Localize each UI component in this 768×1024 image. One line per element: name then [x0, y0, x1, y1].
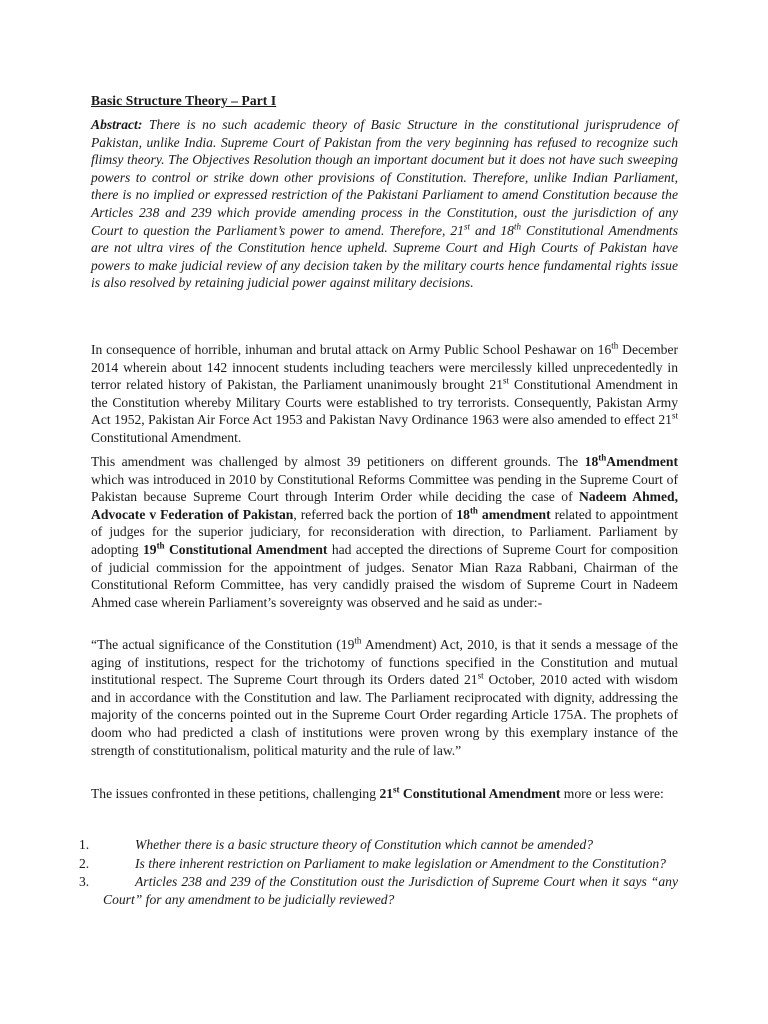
text-run: This amendment was challenged by almost 39 petitioners on different grounds. The — [91, 454, 585, 469]
list-number: 3. — [79, 874, 90, 890]
bold-run: 18 — [584, 454, 599, 469]
list-item — [79, 873, 678, 908]
paragraph-consequence — [91, 341, 678, 447]
ordinal-sup: th — [469, 505, 478, 516]
bold-ref — [379, 786, 560, 801]
bold-ref — [585, 454, 678, 469]
bold-ref — [143, 542, 327, 557]
bold-run: Constitutional Amendment — [164, 541, 328, 557]
abstract-text: and 18 — [469, 222, 514, 238]
bold-run: 21 — [379, 786, 394, 801]
abstract-sup: st — [463, 221, 470, 232]
text-run: related to appointment of judges for the superior judiciary, for reconsideration with direction, to Parliament. Parliament by adopting — [91, 506, 679, 557]
bold-run: 18 — [456, 506, 470, 522]
list-item-text: Whether there is a basic structure theory of Constitution which cannot be amended? — [135, 837, 594, 852]
paragraph-quote — [91, 636, 678, 759]
abstract-paragraph — [91, 116, 678, 292]
bold-run: Constitutional Amendment — [399, 786, 561, 801]
abstract-lead: Abstract: — [91, 117, 143, 132]
text-run: , referred back the portion of — [293, 506, 457, 522]
list-item-text: Articles 238 and 239 of the Constitution oust the Jurisdiction of Supreme Court when it says “any Court” for any amendment to be judicially reviewed? — [103, 874, 678, 907]
text-run: had accepted the directions of Supreme Court for composition of judicial commission for the appointment of judges. Senator Mian Raza Rabbani, Chairman of the Constitutional Reform Committee, has very candidly praised the wisdom of Supreme Court in Nadeem Ahmed case wherein Parliament’s sovereignty was observed and he said as under:- — [91, 541, 678, 610]
paragraph-challenge — [91, 453, 678, 611]
ordinal-sup: th — [354, 635, 362, 646]
bold-ref — [456, 507, 550, 522]
list-number: 1. — [79, 837, 90, 852]
bold-run: amendment — [477, 506, 551, 522]
ordinal-sup: st — [671, 410, 678, 421]
ordinal-sup: st — [393, 784, 400, 795]
abstract-text: There is no such academic theory of Basic Structure in the constitutional jurisprudence of Pakistan, unlike India. Supreme Court of Pakistan from the very beginning has refused to recognize such flimsy theory. The Objectives Resolution though an important document but it does not have such sweeping powers to control or strike down other provisions of Constitution. Therefore, unlike Indian Parliament, there is no implied or expressed restriction of the Pakistani Parliament to amend Constitution because the Articles 238 and 239 which provide amending process in the Constitution, oust the jurisdiction of any Court to question the Parliament’s power to amend. Therefore, 21 — [91, 117, 678, 238]
ordinal-sup: st — [477, 670, 484, 681]
list-item-text: Is there inherent restriction on Parliament to make legislation or Amendment to the Constitution? — [135, 855, 666, 871]
text-run: more or less were: — [560, 786, 664, 801]
list-item — [79, 836, 678, 854]
issues-list — [79, 836, 678, 908]
text-run: Constitutional Amendment. — [91, 429, 242, 445]
text-run: In consequence of horrible, inhuman and brutal attack on Army Public School Peshawar on 16 — [91, 342, 612, 357]
paragraph-issues-intro — [91, 785, 678, 803]
case-name: Nadeem Ahmed, Advocate v Federation of Pakistan — [91, 489, 678, 522]
text-run: Amendment) Act, 2010, is that it sends a message of the aging of institutions, respect for the trichotomy of functions specified in the Constitution and mutual institutional respect. The Supreme Court through its Orders dated 21 — [91, 637, 678, 688]
text-run: “The actual significance of the Constitution (19 — [91, 637, 355, 652]
ordinal-sup: st — [503, 375, 510, 386]
text-run: Constitutional Amendment in the Constitution whereby Military Courts were established to try terrorists. Consequently, Pakistan Army Act 1952, Pakistan Air Force Act 1953 and Pakistan Navy Ordinance 1963 were also amended to effect 21 — [91, 377, 678, 428]
text-run: December 2014 wherein about 142 innocent students including teachers were mercilessly killed unprecedentedly in terror related history of Pakistan, the Parliament unanimously brought 21 — [91, 342, 679, 393]
text-run: The issues confronted in these petitions, challenging — [91, 786, 380, 801]
ordinal-sup: th — [598, 452, 607, 463]
list-number: 2. — [79, 855, 90, 871]
abstract-sup: th — [513, 221, 521, 232]
ordinal-sup: th — [156, 540, 165, 551]
bold-run: Amendment — [606, 454, 678, 469]
bold-run: 19 — [142, 541, 157, 557]
list-item — [79, 855, 678, 873]
abstract-text: Constitutional Amendments are not ultra vires of the Constitution hence upheld. Supreme Court and High Courts of Pakistan have powers to make judicial review of any decision taken by the military courts hence fundamental rights issue is also resolved by retaining judicial power against military decisions. — [91, 222, 678, 291]
ordinal-sup: th — [611, 340, 619, 351]
text-run: October, 2010 acted with wisdom and in accordance with the Constitution and law. The Parliament reciprocated with dignity, addressing the majority of the concerns pointed out in the Supreme Court Order regarding Article 175A. The prophets of doom who had predicted a clash of institutions were proven wrong by this exemplary instance of the strength of constitutionalism, political maturity and the rule of law.” — [91, 672, 678, 758]
text-run: which was introduced in 2010 by Constitutional Reforms Committee was pending in the Supreme Court of Pakistan because Supreme Court through Interim Order while deciding the case of — [91, 471, 678, 505]
document-title: Basic Structure Theory – Part I — [91, 93, 277, 108]
